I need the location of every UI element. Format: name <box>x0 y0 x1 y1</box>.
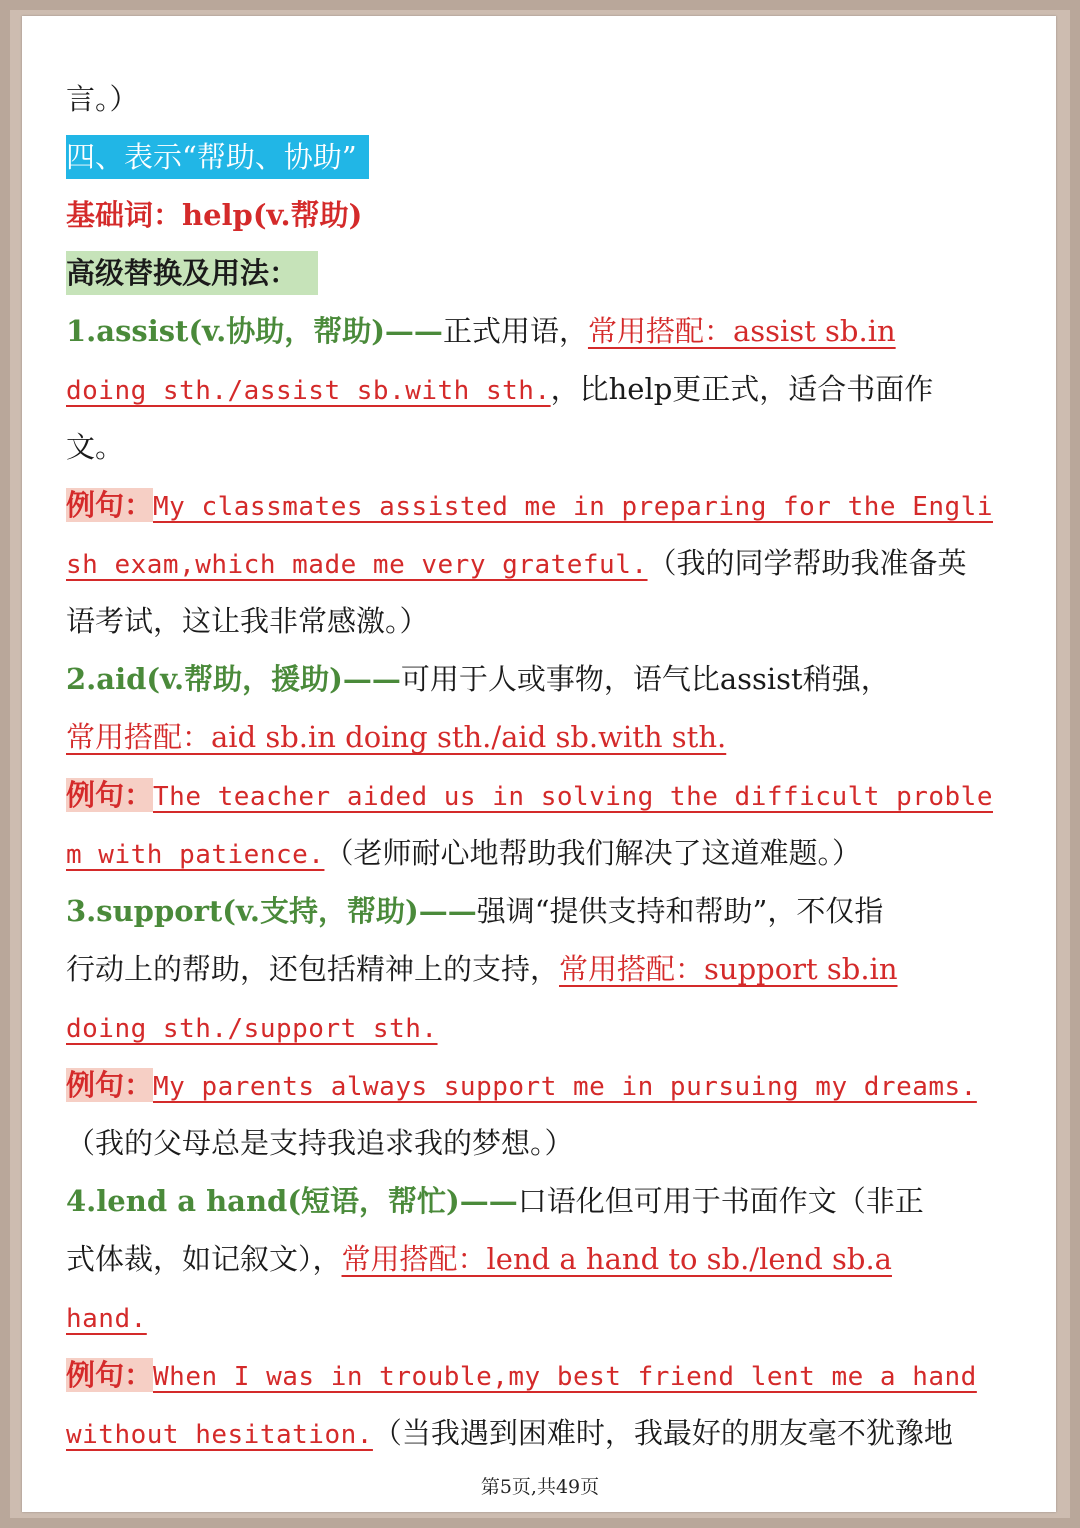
usage-collocation: doing sth./support sth. <box>66 1014 438 1044</box>
example-translation: （当我遇到困难时，我最好的朋友毫不犹豫地 <box>372 1416 953 1450</box>
item-assist-line-1 <box>66 302 1016 360</box>
item-assist-example-1 <box>66 476 1016 534</box>
item-support-line-1 <box>66 882 1016 940</box>
item-desc: 式体裁，如记叙文）， <box>66 1242 342 1276</box>
example-sentence: The teacher aided us in solving the difficult proble <box>153 782 993 812</box>
base-word: 基础词：help(v.帮助) <box>66 198 363 232</box>
item-desc: 正式用语， <box>442 314 588 348</box>
item-desc: 强调“提供支持和帮助”，不仅指 <box>476 894 884 928</box>
usage-collocation: 常用搭配：support sb.in <box>559 952 898 986</box>
usage-collocation: hand. <box>66 1304 147 1334</box>
intro-line: 言。） <box>66 82 139 116</box>
item-title: 3.support(v.支持，帮助)—— <box>66 894 477 928</box>
example-label: 例句： <box>66 488 154 522</box>
item-assist-line-2 <box>66 360 1016 418</box>
advanced-label: 高级替换及用法： <box>66 251 318 295</box>
item-desc: ，比help更正式，适合书面作 <box>550 372 934 406</box>
item-title: 2.aid(v.帮助，援助)—— <box>66 662 401 696</box>
usage-collocation: doing sth./assist sb.with sth. <box>66 376 551 406</box>
example-label: 例句： <box>66 1358 154 1392</box>
usage-collocation: 常用搭配：aid sb.in doing sth./aid sb.with sth. <box>66 720 727 754</box>
example-translation: （老师耐心地帮助我们解决了这道难题。） <box>324 836 861 870</box>
item-aid-line-1 <box>66 650 1016 708</box>
item-support-line-3 <box>66 998 1016 1056</box>
advanced-label-row <box>66 244 1016 302</box>
item-lend-example-1 <box>66 1346 1016 1404</box>
item-support-translation: （我的父母总是支持我追求我的梦想。） <box>66 1126 574 1160</box>
document-content <box>66 70 1016 1462</box>
example-sentence: When I was in trouble,my best friend lent me a hand <box>153 1362 977 1392</box>
usage-collocation: 常用搭配：lend a hand to sb./lend sb.a <box>341 1242 892 1276</box>
item-aid-example-1 <box>66 766 1016 824</box>
section-heading-row <box>66 128 1016 186</box>
item-lend-line-1 <box>66 1172 1016 1230</box>
item-desc: 行动上的帮助，还包括精神上的支持， <box>66 952 560 986</box>
item-assist-example-2 <box>66 534 1016 592</box>
item-aid-example-2 <box>66 824 1016 882</box>
example-sentence: without hesitation. <box>66 1420 373 1450</box>
item-aid-line-2 <box>66 708 1016 766</box>
item-desc: 口语化但可用于书面作文（非正 <box>517 1184 924 1218</box>
example-translation: （我的同学帮助我准备英 <box>647 546 967 580</box>
example-sentence: sh exam,which made me very grateful. <box>66 550 648 580</box>
item-support-line-2 <box>66 940 1016 998</box>
example-sentence: My classmates assisted me in preparing for the Engli <box>153 492 993 522</box>
item-lend-line-3 <box>66 1288 1016 1346</box>
example-label: 例句： <box>66 1068 154 1102</box>
item-support-example-1 <box>66 1056 1016 1114</box>
section-heading: 四、表示“帮助、协助” <box>66 135 369 179</box>
page-number: 第5页,共49页 <box>480 1476 600 1498</box>
example-sentence: My parents always support me in pursuing my dreams. <box>153 1072 977 1102</box>
item-title: 1.assist(v.协助，帮助)—— <box>66 314 443 348</box>
item-title: 4.lend a hand(短语，帮忙)—— <box>66 1184 518 1218</box>
example-sentence: m with patience. <box>66 840 325 870</box>
example-label: 例句： <box>66 778 154 812</box>
item-assist-translation: 语考试，这让我非常感激。） <box>66 604 429 638</box>
item-lend-line-2 <box>66 1230 1016 1288</box>
usage-collocation: 常用搭配：assist sb.in <box>587 314 896 348</box>
item-assist-line-3: 文。 <box>66 430 125 464</box>
item-lend-example-2 <box>66 1404 1016 1462</box>
item-desc: 可用于人或事物，语气比assist稍强， <box>400 662 890 696</box>
